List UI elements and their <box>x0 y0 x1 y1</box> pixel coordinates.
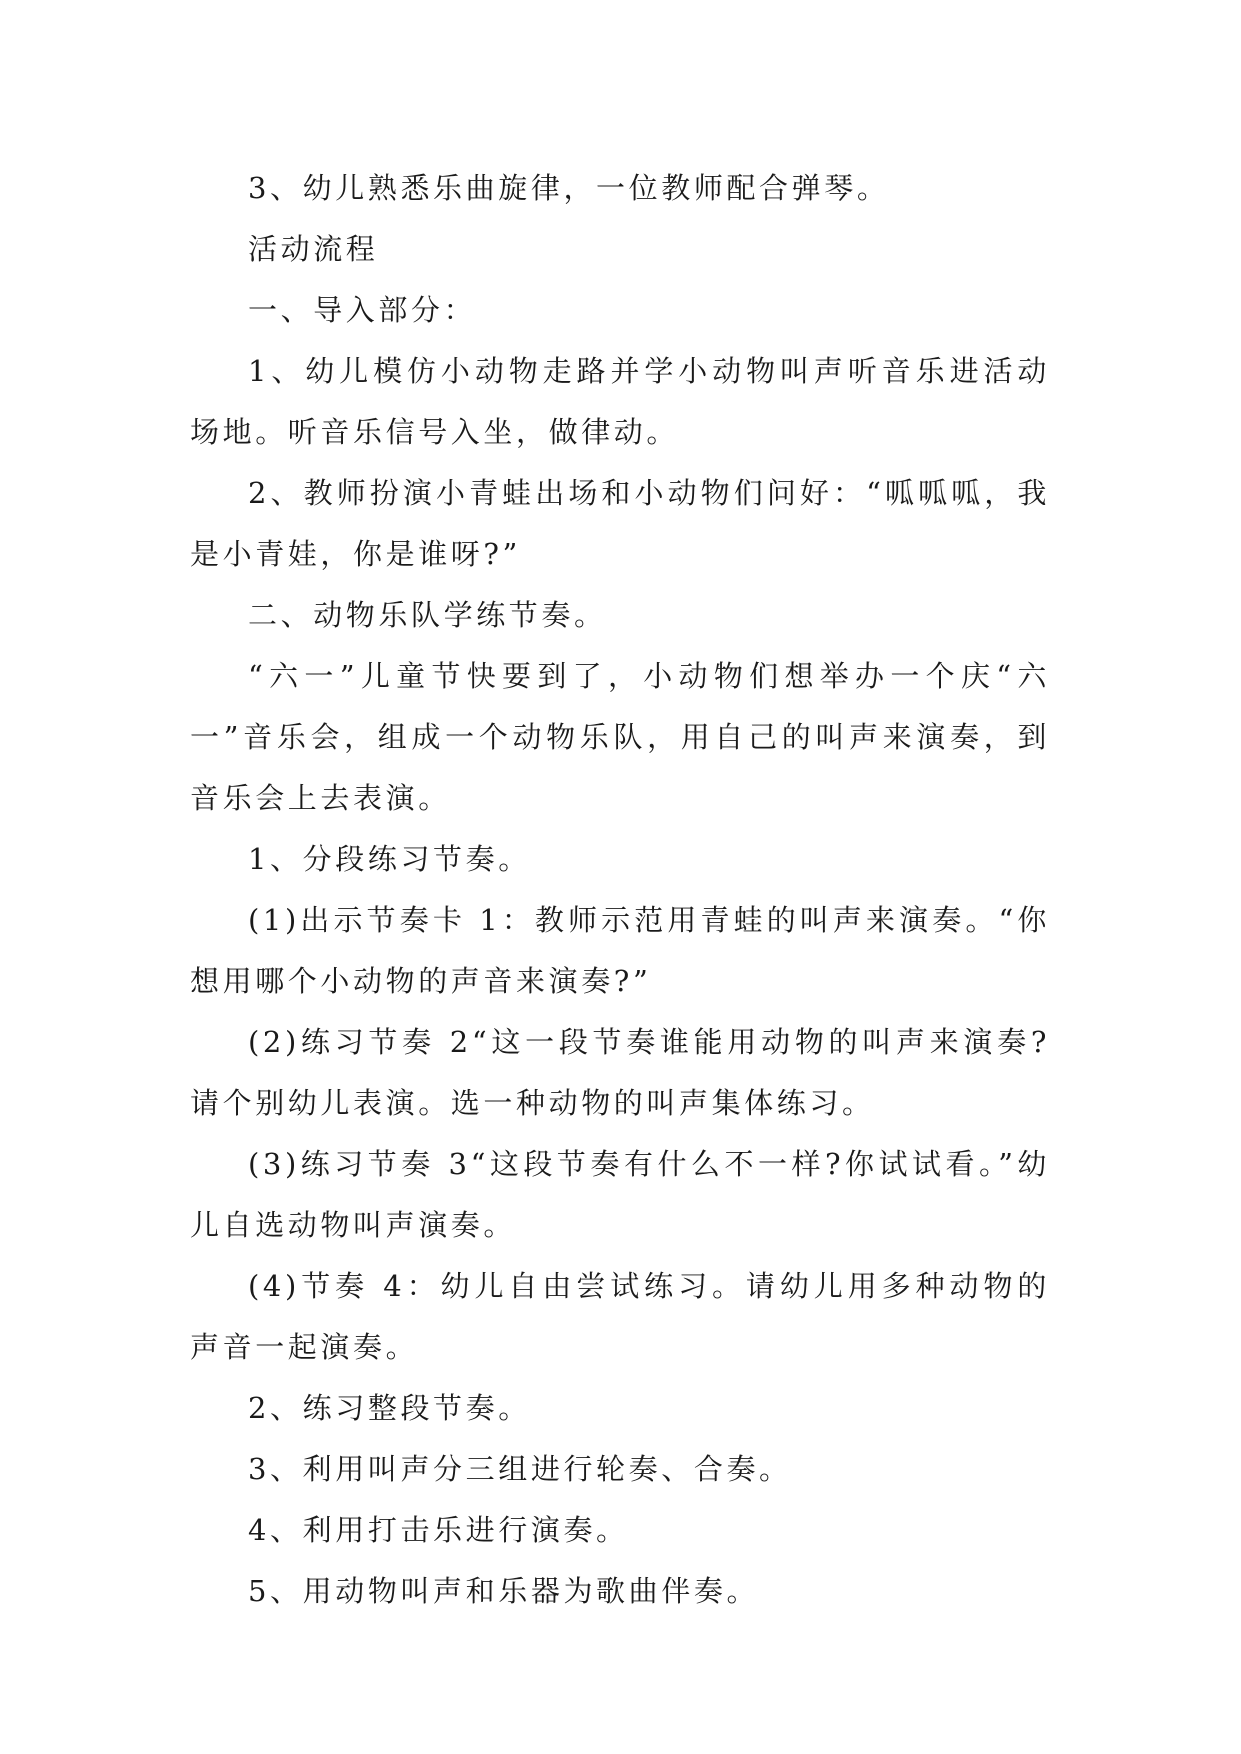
paragraph-rhythm-card-2: (2)练习节奏 2“这一段节奏谁能用动物的叫声来演奏?请个别幼儿表演。选一种动物的叫声集体练习。 <box>190 1025 1050 1120</box>
paragraph-intro-1: 1、幼儿模仿小动物走路并学小动物叫声听音乐进活动场地。听音乐信号入坐，做律动。 <box>190 354 1050 449</box>
paragraph-prep-3: 3、幼儿熟悉乐曲旋律，一位教师配合弹琴。 <box>248 171 890 205</box>
section-heading-activity-flow: 活动流程 <box>248 232 379 266</box>
paragraph-step-5: 5、用动物叫声和乐器为歌曲伴奏。 <box>248 1574 760 1608</box>
section-heading-band-rhythm: 二、动物乐队学练节奏。 <box>248 598 607 632</box>
paragraph-rhythm-card-4: (4)节奏 4：幼儿自由尝试练习。请幼儿用多种动物的声音一起演奏。 <box>190 1269 1050 1364</box>
section-heading-intro: 一、导入部分： <box>248 293 477 327</box>
document-body <box>190 158 1050 1622</box>
paragraph-intro-2: 2、教师扮演小青蛙出场和小动物们问好：“呱呱呱，我是小青娃，你是谁呀?” <box>190 476 1050 571</box>
paragraph-step-3: 3、利用叫声分三组进行轮奏、合奏。 <box>248 1452 792 1486</box>
paragraph-rhythm-card-1: (1)出示节奏卡 1：教师示范用青蛙的叫声来演奏。“你想用哪个小动物的声音来演奏?” <box>190 903 1050 998</box>
paragraph-childrens-day: “六一”儿童节快要到了，小动物们想举办一个庆“六一”音乐会，组成一个动物乐队，用自己的叫声来演奏，到音乐会上去表演。 <box>190 659 1050 815</box>
paragraph-step-1: 1、分段练习节奏。 <box>248 842 531 876</box>
paragraph-rhythm-card-3: (3)练习节奏 3“这段节奏有什么不一样?你试试看。”幼儿自选动物叫声演奏。 <box>190 1147 1050 1242</box>
paragraph-step-2: 2、练习整段节奏。 <box>248 1391 531 1425</box>
paragraph-step-4: 4、利用打击乐进行演奏。 <box>248 1513 629 1547</box>
